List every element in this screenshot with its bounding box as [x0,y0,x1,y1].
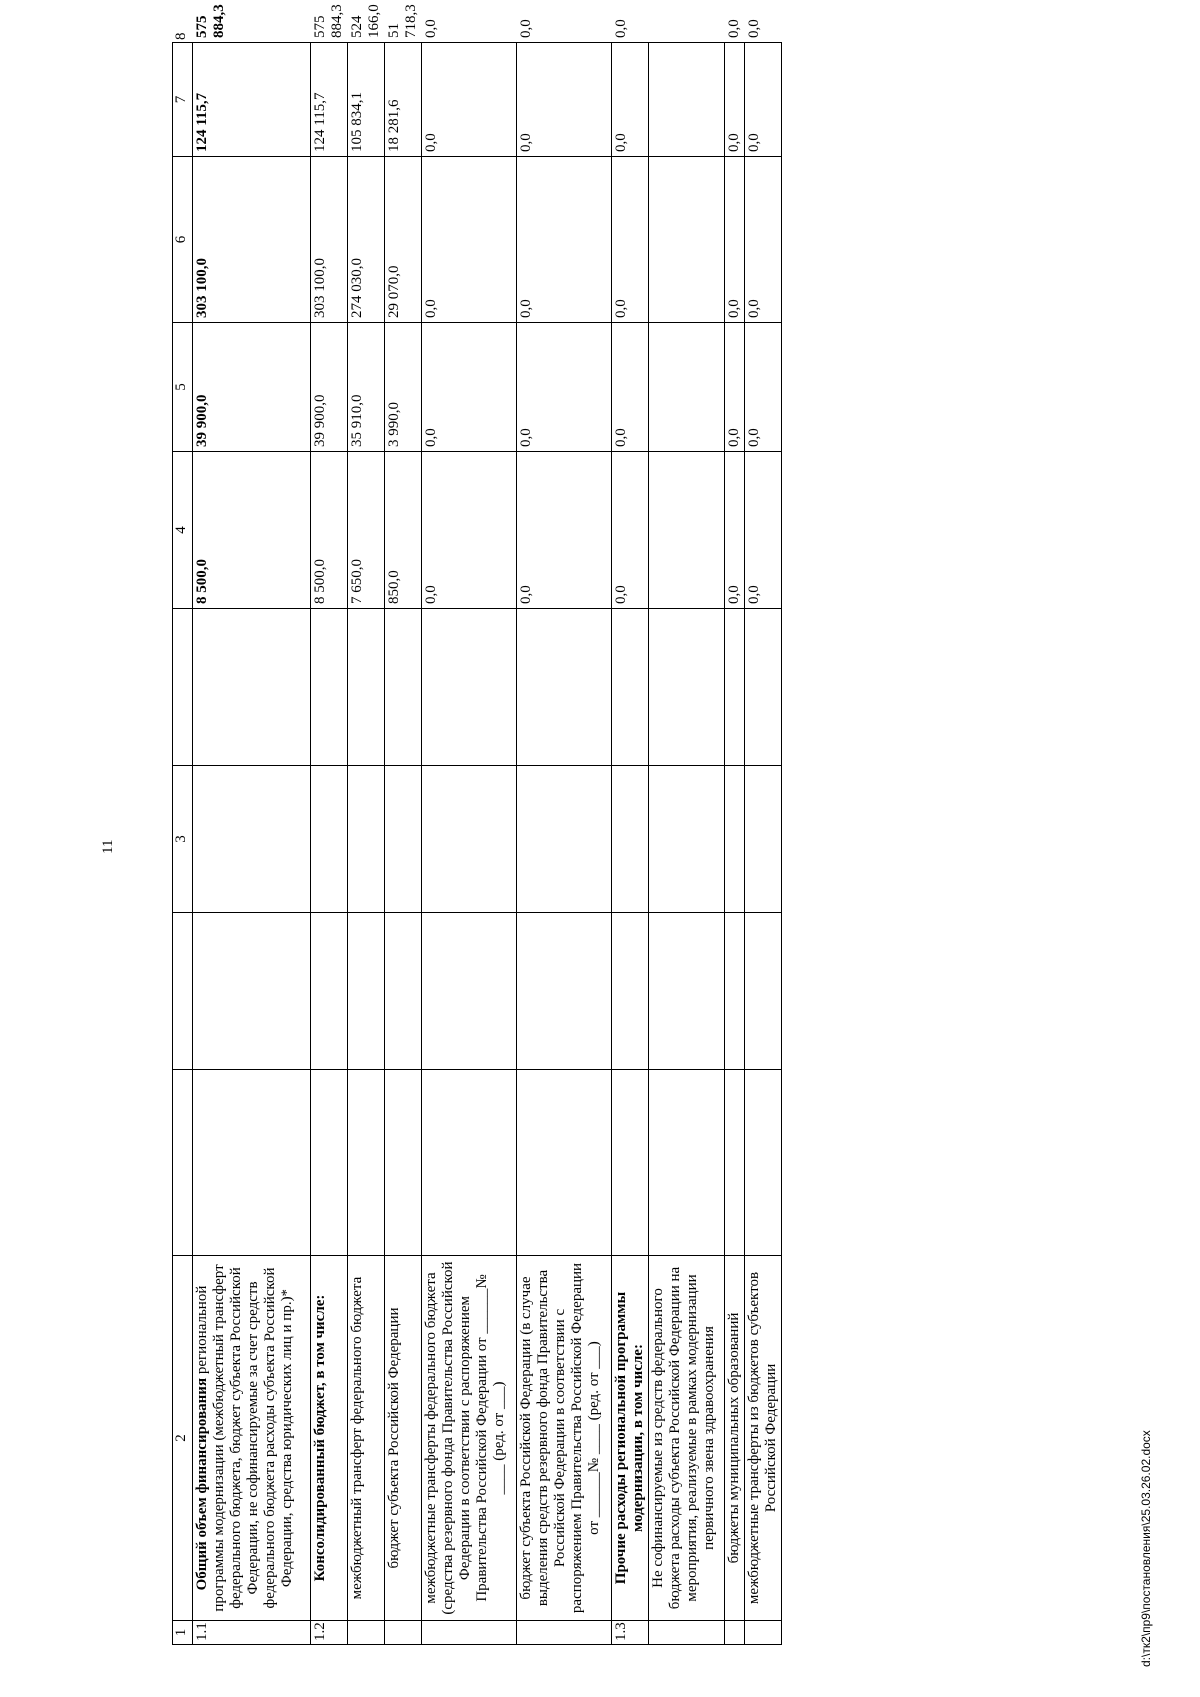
row-number [348,1621,385,1645]
page-number: 11 [100,839,116,854]
row-description [612,1256,649,1621]
value-cell-v5: 0,0 [745,323,782,452]
blank-cell [422,609,517,766]
row-description [193,1256,311,1621]
header-cell-3: 3 [173,766,193,913]
blank-cell [612,766,649,913]
header-cell-5: 5 [173,323,193,452]
header-cell-7: 7 [173,43,193,157]
value-cell-v6: 0,0 [725,157,745,323]
row-description-bold: Консолидированный бюджет, в том числе: [312,1294,328,1582]
financing-table [172,4,782,1645]
row-number [725,1621,745,1645]
row-description-bold: Общий объем финансирования [194,1377,210,1591]
blank-cell [725,766,745,913]
row-description-text: бюджеты муниципальных образований [726,1312,742,1564]
value-cell-v4: 0,0 [745,452,782,609]
value-cell-v4: 0,0 [517,452,612,609]
blank-cell [612,609,649,766]
blank-cell [649,1070,725,1256]
value-cell-v6: 0,0 [745,157,782,323]
blank-cell [311,766,348,913]
blank-cell [649,766,725,913]
row-description [422,1256,517,1621]
blank-cell [193,913,311,1070]
table-row: бюджет субъекта Российской Федерации (в случае выделения средств резервного фонда Правительства Российской Федерации в соответствии с распоряжением Правительства Российской Федерации от ______№ ____ (ред. от ___) 0,0 0,0 0,0 0,0 0,0 [517,43,612,1645]
row-description-text: бюджет субъекта Российской Федерации [386,1307,402,1569]
blank-cell [745,1070,782,1256]
blank-cell [193,609,311,766]
table-row: 1.1 Общий объем финансирования региональной программы модернизации (межбюджетный трансферт федерального бюджета, бюджет субъекта Российской Федерации, не софинансируемые за счет средств федерального бюджета расходы субъекта Российской Федерации, средства юридических лиц и пр.)* 8 500,0 39 900,0 303 100,0 124 115,7 575 884,3 [193,43,311,1645]
value-cell-v7 [649,43,725,157]
blank-cell [422,766,517,913]
blank-cell [385,609,422,766]
value-cell-v6: 0,0 [612,157,649,323]
value-cell-v4: 7 650,0 [348,452,385,609]
row-number: 1.2 [311,1621,348,1645]
table-body [173,4,782,1645]
row-description [649,1256,725,1621]
value-cell-v7: 0,0 [422,43,517,157]
header-cell-blank-b [173,913,193,1070]
row-description [725,1256,745,1621]
blank-cell [745,913,782,1070]
value-cell-v7: 0,0 [725,43,745,157]
footer-file-path: d:\тк2\пр9\постановления\25.03.26.02.docx [1139,1430,1153,1667]
value-cell-v5: 0,0 [725,323,745,452]
value-cell-v6: 303 100,0 [311,157,348,323]
row-number [385,1621,422,1645]
row-description-text: межбюджетные трансферты из бюджетов субъектов Российской Федерации [746,1271,779,1605]
row-description [517,1256,612,1621]
blank-cell [422,913,517,1070]
blank-cell [517,609,612,766]
row-description-text: бюджет субъекта Российской Федерации (в случае выделения средств резервного фонда Правительства Российской Федерации в соответствии с распоряжением Правительства Российской Федерации от ______№ ____ (ред. от ___) [518,1262,602,1614]
blank-cell [745,766,782,913]
table-row: межбюджетный трансферт федерального бюджета 7 650,0 35 910,0 274 030,0 105 834,1 524 166,0 [348,43,385,1645]
table-row: 1.3 Прочие расходы региональной программы модернизации, в том числе: 0,0 0,0 0,0 0,0 0,0 [612,43,649,1645]
blank-cell [348,913,385,1070]
value-cell-v4: 0,0 [422,452,517,609]
row-description [385,1256,422,1621]
header-cell-2: 2 [173,1256,193,1621]
blank-cell [725,913,745,1070]
value-cell-v7: 0,0 [612,43,649,157]
value-cell-v6: 274 030,0 [348,157,385,323]
value-cell-v4: 0,0 [612,452,649,609]
table-row: 1.2 Консолидированный бюджет, в том числе: 8 500,0 39 900,0 303 100,0 124 115,7 575 884,3 [311,43,348,1645]
row-number [517,1621,612,1645]
blank-cell [725,1070,745,1256]
table-row: межбюджетные трансферты федерального бюджета (средства резервного фонда Правительства Российской Федерации в соответствии с распоряжением Правительства Российской Федерации от ______№ ____ (ред. от ___) 0,0 0,0 0,0 0,0 0,0 [422,43,517,1645]
row-description-text: межбюджетные трансферты федерального бюджета (средства резервного фонда Правительства Российской Федерации в соответствии с распоряжением Правительства Российской Федерации от ______№ ____ (ред. от ___) [423,1261,507,1615]
header-cell-blank-a [173,1070,193,1256]
value-cell-v6: 303 100,0 [193,157,311,323]
value-cell-v5 [649,323,725,452]
value-cell-v7: 0,0 [745,43,782,157]
blank-cell [422,1070,517,1256]
value-cell-v5: 3 990,0 [385,323,422,452]
value-cell-v5: 0,0 [517,323,612,452]
row-description-text: межбюджетный трансферт федерального бюджета [349,1276,365,1600]
value-cell-v7: 18 281,6 [385,43,422,157]
blank-cell [517,1070,612,1256]
blank-cell [385,1070,422,1256]
value-cell-v6 [649,157,725,323]
row-description [348,1256,385,1621]
blank-cell [193,766,311,913]
blank-cell [517,913,612,1070]
row-number: 1.3 [612,1621,649,1645]
row-description [745,1256,782,1621]
blank-cell [612,1070,649,1256]
value-cell-v6: 0,0 [517,157,612,323]
value-cell-v5: 35 910,0 [348,323,385,452]
value-cell-v6: 0,0 [422,157,517,323]
row-number [422,1621,517,1645]
blank-cell [725,609,745,766]
value-cell-v4: 8 500,0 [193,452,311,609]
value-cell-v7: 105 834,1 [348,43,385,157]
header-cell-blank-c [173,609,193,766]
header-row: 1 2 3 4 5 6 7 8 [173,43,193,1645]
blank-cell [745,609,782,766]
blank-cell [649,609,725,766]
header-cell-6: 6 [173,157,193,323]
blank-cell [348,766,385,913]
row-description-bold: Прочие расходы региональной программы модернизации, в том числе: [613,1291,646,1585]
row-description-text: региональной программы модернизации (межбюджетный трансферт федерального бюджета, бюджет субъекта Российской Федерации, не софинансируемые за счет средств федерального бюджета расходы субъекта Российской Федерации, средства юридических лиц и пр.)* [194,1264,295,1612]
value-cell-v6: 29 070,0 [385,157,422,323]
blank-cell [649,913,725,1070]
value-cell-v7: 124 115,7 [311,43,348,157]
table-row [649,43,725,1645]
table-row: бюджет субъекта Российской Федерации 850,0 3 990,0 29 070,0 18 281,6 51 718,3 [385,43,422,1645]
row-description [311,1256,348,1621]
row-number: 1.1 [193,1621,311,1645]
row-description-text: Не софинансируемые из средств федерального бюджета расходы субъекта Российской Федерации на мероприятия, реализуемые в рамках модернизации первичного звена здравоохранения [650,1266,717,1610]
blank-cell [348,1070,385,1256]
value-cell-v4: 8 500,0 [311,452,348,609]
blank-cell [348,609,385,766]
blank-cell [311,609,348,766]
blank-cell [517,766,612,913]
table-row: межбюджетные трансферты из бюджетов субъектов Российской Федерации 0,0 0,0 0,0 0,0 0,0 [745,43,782,1645]
value-cell-v5: 0,0 [422,323,517,452]
header-cell-1: 1 [173,1621,193,1645]
value-cell-v7: 124 115,7 [193,43,311,157]
value-cell-v7: 0,0 [517,43,612,157]
blank-cell [612,913,649,1070]
blank-cell [385,913,422,1070]
blank-cell [193,1070,311,1256]
blank-cell [311,1070,348,1256]
value-cell-v4 [649,452,725,609]
row-number [649,1621,725,1645]
value-cell-v4: 0,0 [725,452,745,609]
table-row: бюджеты муниципальных образований 0,0 0,0 0,0 0,0 0,0 [725,43,745,1645]
header-cell-4: 4 [173,452,193,609]
value-cell-v5: 0,0 [612,323,649,452]
value-cell-v5: 39 900,0 [193,323,311,452]
row-number [745,1621,782,1645]
blank-cell [311,913,348,1070]
value-cell-v4: 850,0 [385,452,422,609]
value-cell-v5: 39 900,0 [311,323,348,452]
blank-cell [385,766,422,913]
